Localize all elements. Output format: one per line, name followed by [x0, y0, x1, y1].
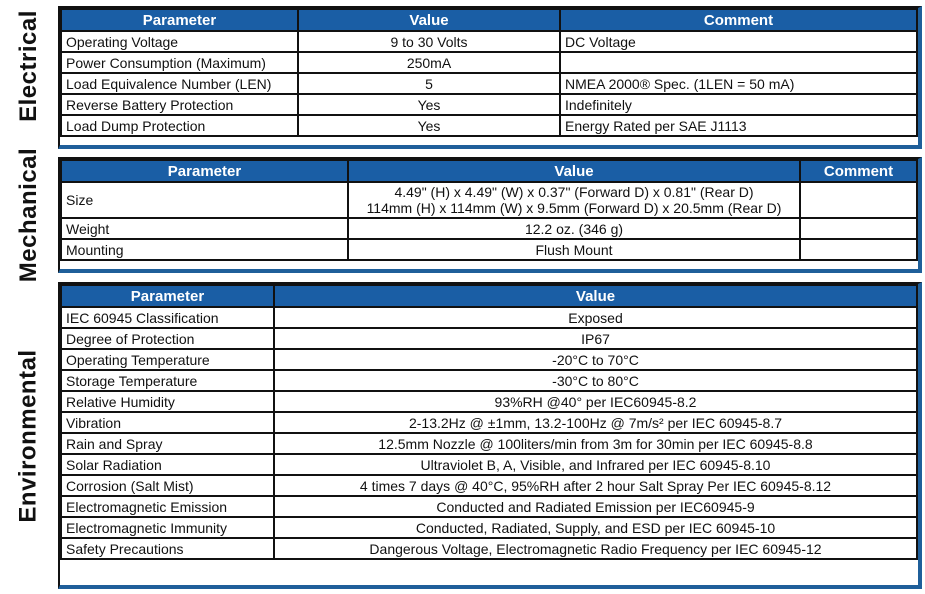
comment-cell [800, 239, 917, 260]
value-cell: 5 [298, 73, 560, 94]
table-row [61, 412, 917, 433]
electrical-table [58, 6, 922, 149]
comment-cell: Energy Rated per SAE J1113 [560, 115, 917, 136]
parameter-cell: IEC 60945 Classification [61, 307, 274, 328]
table-row [61, 239, 917, 260]
section-label-environmental [0, 282, 58, 590]
value-cell: Dangerous Voltage, Electromagnetic Radio Frequency per IEC 60945-12 [274, 538, 917, 559]
table-header-row [61, 160, 917, 182]
parameter-cell: Rain and Spray [61, 433, 274, 454]
parameter-cell: Vibration [61, 412, 274, 433]
parameter-cell: Operating Voltage [61, 31, 298, 52]
mechanical-label: Mechanical [15, 147, 43, 283]
comment-cell: NMEA 2000® Spec. (1LEN = 50 mA) [560, 73, 917, 94]
parameter-cell: Mounting [61, 239, 348, 260]
section-label-electrical [0, 6, 58, 126]
section-label-mechanical [0, 147, 58, 283]
parameter-cell: Electromagnetic Immunity [61, 517, 274, 538]
column-header-comment: Comment [560, 9, 917, 31]
table-row [61, 52, 917, 73]
comment-cell [800, 182, 917, 218]
parameter-cell: Relative Humidity [61, 391, 274, 412]
value-cell: Conducted and Radiated Emission per IEC60945-9 [274, 496, 917, 517]
parameter-cell: Size [61, 182, 348, 218]
value-cell: Conducted, Radiated, Supply, and ESD per IEC 60945-10 [274, 517, 917, 538]
column-header-value: Value [298, 9, 560, 31]
table-row [61, 538, 917, 559]
column-header-parameter: Parameter [61, 160, 348, 182]
value-cell: Yes [298, 94, 560, 115]
parameter-cell: Solar Radiation [61, 454, 274, 475]
value-cell: 12.2 oz. (346 g) [348, 218, 800, 239]
table-row [61, 218, 917, 239]
parameter-cell: Electromagnetic Emission [61, 496, 274, 517]
comment-cell: DC Voltage [560, 31, 917, 52]
comment-cell: Indefinitely [560, 94, 917, 115]
value-cell: 93%RH @40° per IEC60945-8.2 [274, 391, 917, 412]
table-header-row [61, 9, 917, 31]
parameter-cell: Reverse Battery Protection [61, 94, 298, 115]
value-cell: Flush Mount [348, 239, 800, 260]
value-cell: 2-13.2Hz @ ±1mm, 13.2-100Hz @ 7m/s² per IEC 60945-8.7 [274, 412, 917, 433]
electrical-label: Electrical [15, 10, 43, 122]
value-cell: 9 to 30 Volts [298, 31, 560, 52]
parameter-cell: Degree of Protection [61, 328, 274, 349]
table-row [61, 349, 917, 370]
table-row [61, 517, 917, 538]
table-row [61, 391, 917, 412]
value-cell: 4 times 7 days @ 40°C, 95%RH after 2 hour Salt Spray Per IEC 60945-8.12 [274, 475, 917, 496]
parameter-cell: Safety Precautions [61, 538, 274, 559]
column-header-parameter: Parameter [61, 285, 274, 307]
table-row [61, 115, 917, 136]
table-row [61, 475, 917, 496]
parameter-cell: Load Equivalence Number (LEN) [61, 73, 298, 94]
table-row [61, 307, 917, 328]
table-row [61, 454, 917, 475]
parameter-cell: Power Consumption (Maximum) [61, 52, 298, 73]
table-row [61, 370, 917, 391]
table-row [61, 182, 917, 218]
size-metric: 114mm (H) x 114mm (W) x 9.5mm (Forward D) x 20.5mm (Rear D) [366, 200, 782, 216]
value-cell: -20°C to 70°C [274, 349, 917, 370]
mechanical-table [58, 157, 922, 273]
column-header-comment: Comment [800, 160, 917, 182]
environmental-table [58, 282, 922, 589]
value-cell: Exposed [274, 307, 917, 328]
value-cell: 12.5mm Nozzle @ 100liters/min from 3m for 30min per IEC 60945-8.8 [274, 433, 917, 454]
value-cell: Ultraviolet B, A, Visible, and Infrared per IEC 60945-8.10 [274, 454, 917, 475]
table-row [61, 496, 917, 517]
size-imperial: 4.49" (H) x 4.49" (W) x 0.37" (Forward D) x 0.81" (Rear D) [394, 184, 754, 200]
table-row [61, 94, 917, 115]
column-header-value: Value [348, 160, 800, 182]
value-cell: -30°C to 80°C [274, 370, 917, 391]
value-cell: 250mA [298, 52, 560, 73]
parameter-cell: Storage Temperature [61, 370, 274, 391]
parameter-cell: Operating Temperature [61, 349, 274, 370]
column-header-parameter: Parameter [61, 9, 298, 31]
comment-cell [560, 52, 917, 73]
column-header-value: Value [274, 285, 917, 307]
table-row [61, 73, 917, 94]
table-header-row [61, 285, 917, 307]
table-row [61, 31, 917, 52]
value-cell: Yes [298, 115, 560, 136]
parameter-cell: Load Dump Protection [61, 115, 298, 136]
environmental-label: Environmental [15, 349, 43, 523]
parameter-cell: Weight [61, 218, 348, 239]
value-cell [348, 182, 800, 218]
table-row [61, 433, 917, 454]
table-row [61, 328, 917, 349]
value-cell: IP67 [274, 328, 917, 349]
parameter-cell: Corrosion (Salt Mist) [61, 475, 274, 496]
comment-cell [800, 218, 917, 239]
